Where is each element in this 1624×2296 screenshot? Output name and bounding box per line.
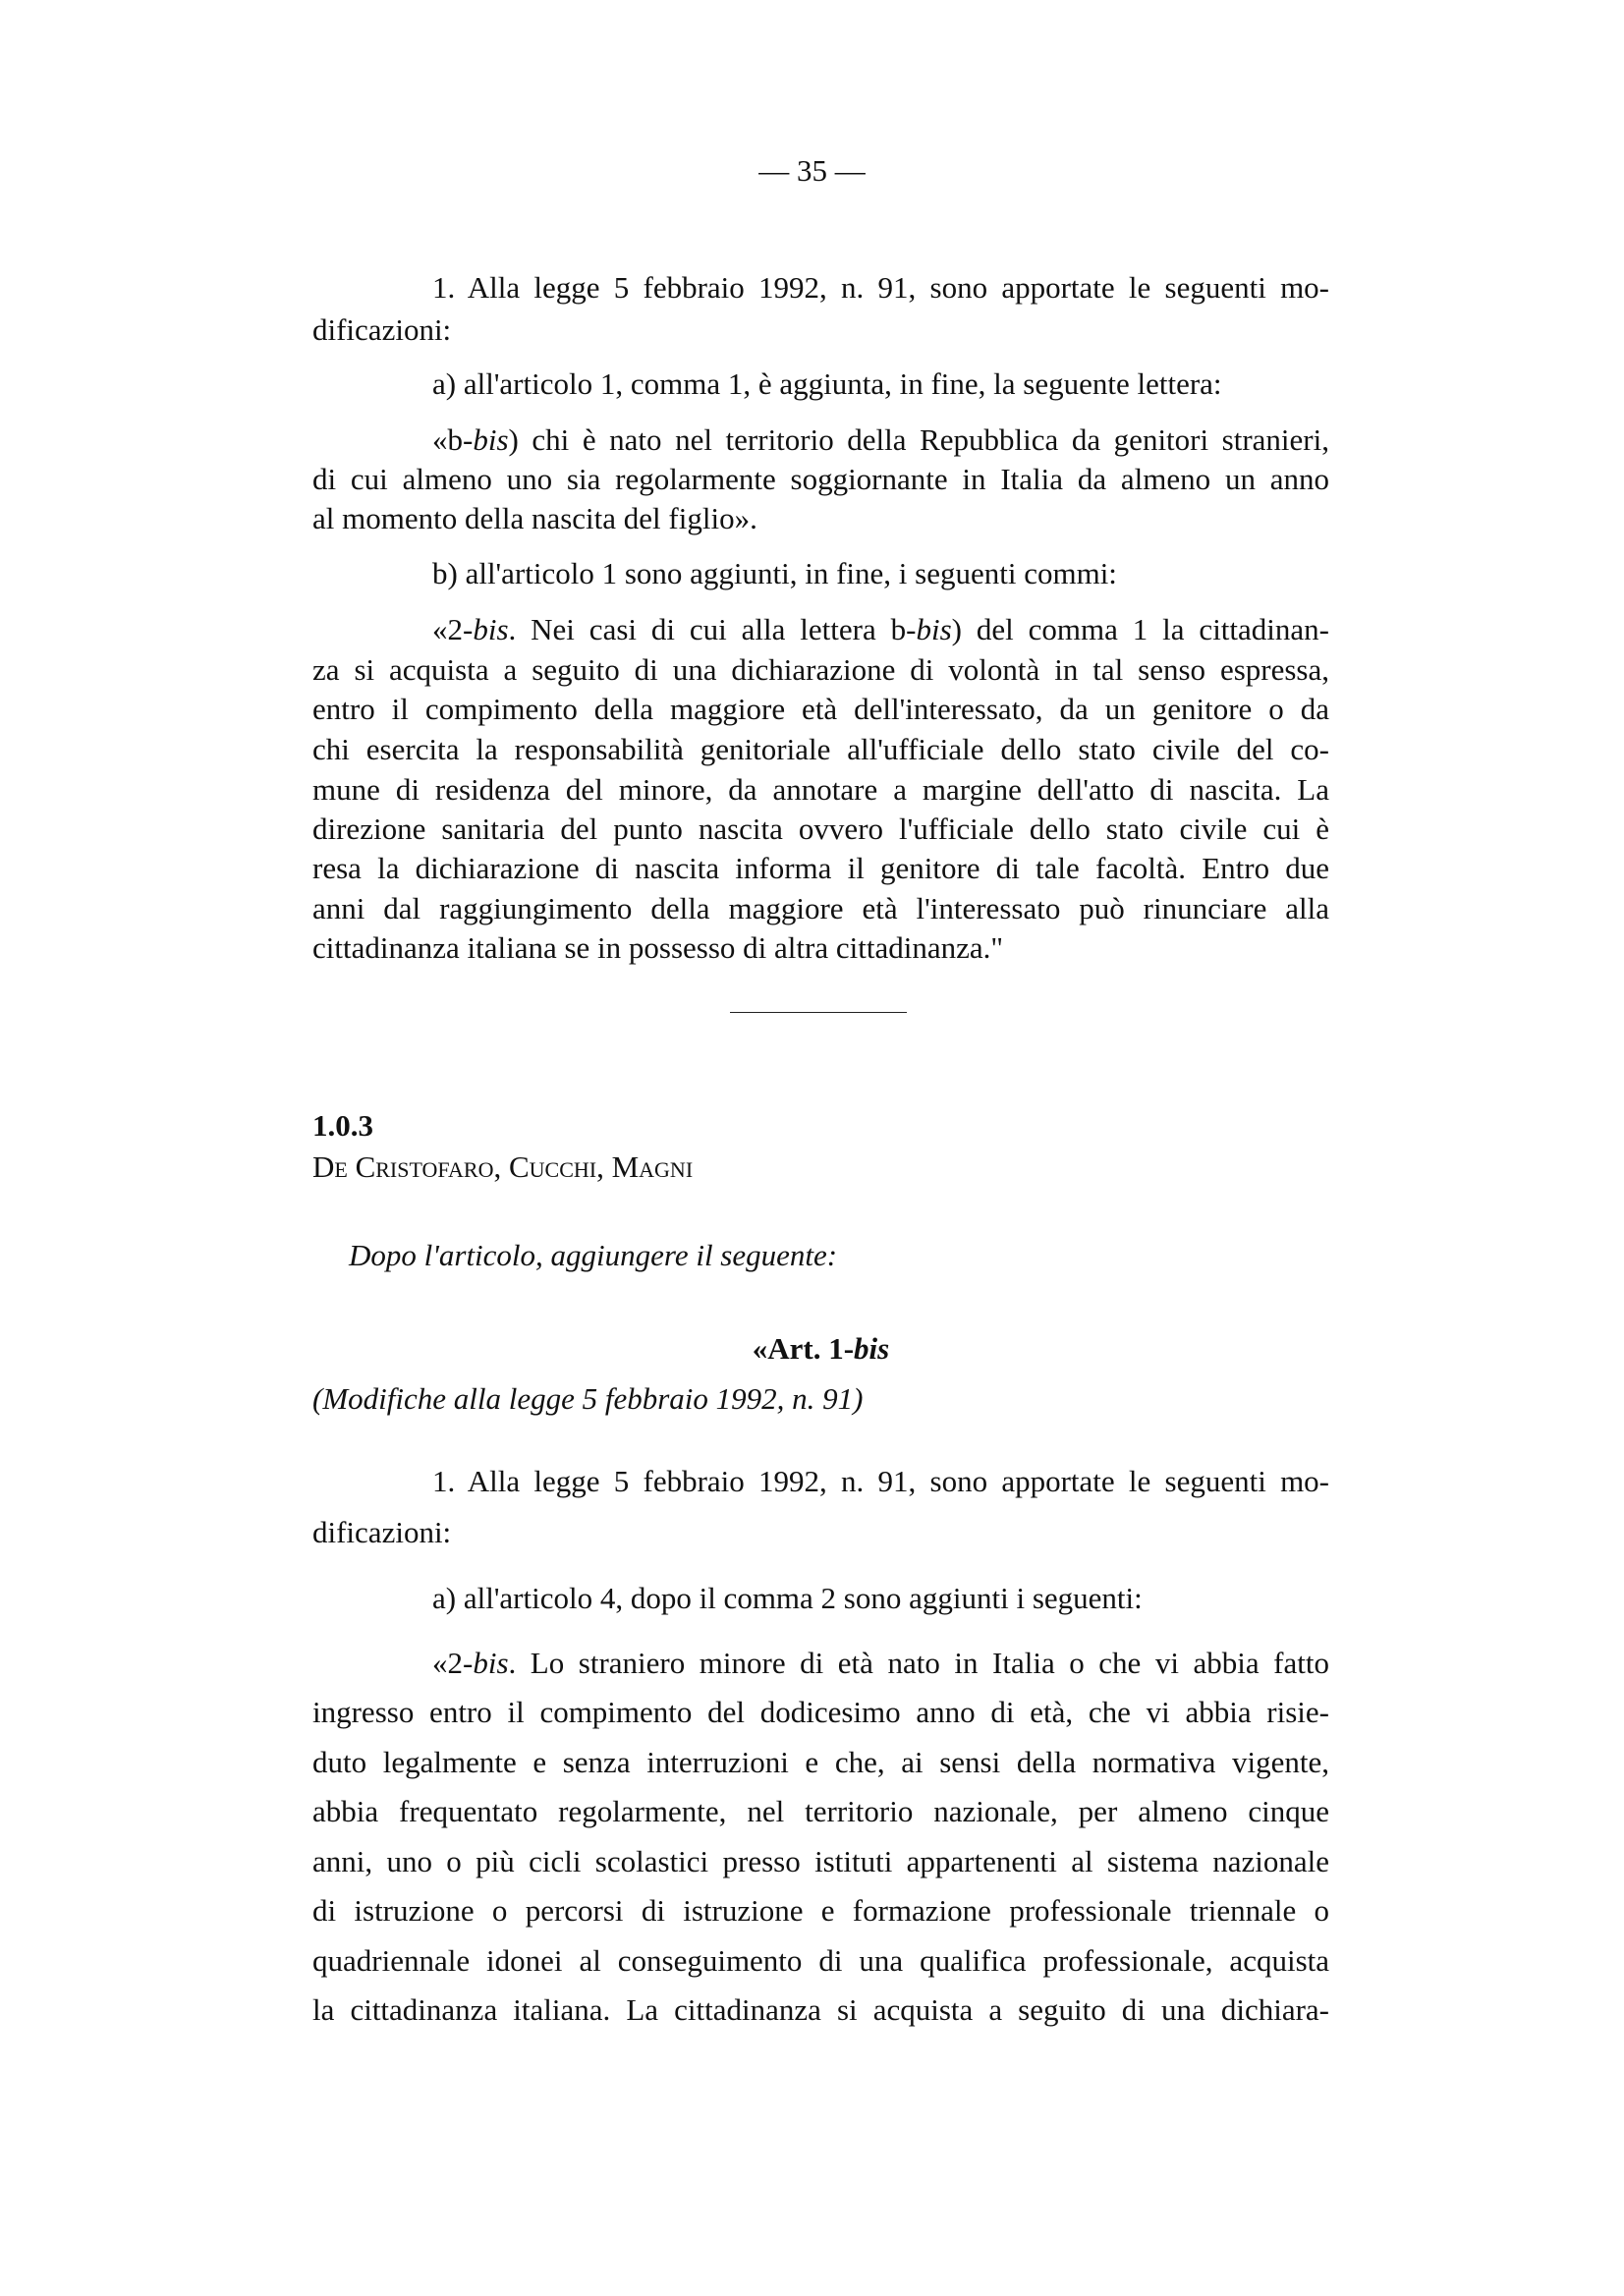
comma-line: quadriennale idonei al conseguimento di una qualifica professionale, acquista bbox=[312, 1943, 1329, 1978]
comma-line: direzione sanitaria del punto nascita ovvero l'ufficiale dello stato civile cui è bbox=[312, 812, 1329, 846]
article-title: «Art. 1-bis bbox=[752, 1331, 890, 1366]
comma-line: ingresso entro il compimento del dodicesimo anno di età, che vi abbia risie- bbox=[312, 1695, 1329, 1729]
comma-line: «2-bis. Nei casi di cui alla lettera b-bis) del comma 1 la cittadinan- bbox=[432, 612, 1329, 646]
comma-line: «2-bis. Lo straniero minore di età nato in Italia o che vi abbia fatto bbox=[432, 1646, 1329, 1680]
comma-line: abbia frequentato regolarmente, nel territorio nazionale, per almeno cinque bbox=[312, 1794, 1329, 1828]
comma-line: entro il compimento della maggiore età dell'interessato, da un genitore o da bbox=[312, 692, 1329, 726]
paragraph-line: 1. Alla legge 5 febbraio 1992, n. 91, sono apportate le seguenti mo- bbox=[432, 270, 1329, 305]
comma-line: la cittadinanza italiana. La cittadinanza si acquista a seguito di una dichiara- bbox=[312, 1992, 1329, 2027]
amendment-number: 1.0.3 bbox=[312, 1108, 373, 1143]
comma-line: cittadinanza italiana se in possesso di altra cittadinanza." bbox=[312, 930, 1004, 965]
comma-line: anni dal raggiungimento della maggiore età l'interessato può rinunciare alla bbox=[312, 891, 1329, 925]
paragraph-line: dificazioni: bbox=[312, 312, 452, 347]
list-item-a: a) all'articolo 1, comma 1, è aggiunta, in fine, la seguente lettera: bbox=[432, 366, 1222, 401]
page-number: — 35 — bbox=[758, 153, 866, 188]
list-item-a: a) all'articolo 4, dopo il comma 2 sono aggiunti i seguenti: bbox=[432, 1581, 1143, 1615]
paragraph-line: 1. Alla legge 5 febbraio 1992, n. 91, sono apportate le seguenti mo- bbox=[432, 1464, 1329, 1498]
section-divider bbox=[730, 1012, 907, 1013]
comma-line: anni, uno o più cicli scolastici presso istituti appartenenti al sistema nazionale bbox=[312, 1844, 1329, 1878]
quoted-letter-line: di cui almeno uno sia regolarmente soggiornante in Italia da almeno un anno bbox=[312, 462, 1329, 496]
list-item-b: b) all'articolo 1 sono aggiunti, in fine, i seguenti commi: bbox=[432, 556, 1117, 590]
amendment-instruction: Dopo l'articolo, aggiungere il seguente: bbox=[349, 1238, 838, 1272]
comma-line: mune di residenza del minore, da annotare a margine dell'atto di nascita. La bbox=[312, 772, 1329, 807]
comma-line: di istruzione o percorsi di istruzione e formazione professionale triennale o bbox=[312, 1893, 1329, 1928]
quoted-letter-line: «b-bis) chi è nato nel territorio della Repubblica da genitori stranieri, bbox=[432, 422, 1329, 457]
comma-line: za si acquista a seguito di una dichiarazione di volontà in tal senso espressa, bbox=[312, 652, 1329, 687]
comma-line: duto legalmente e senza interruzioni e che, ai sensi della normativa vigente, bbox=[312, 1745, 1329, 1779]
paragraph-line: dificazioni: bbox=[312, 1515, 452, 1549]
quoted-letter-line: al momento della nascita del figlio». bbox=[312, 501, 757, 535]
amendment-authors: De Cristofaro, Cucchi, Magni bbox=[312, 1149, 694, 1184]
comma-line: chi esercita la responsabilità genitoriale all'ufficiale dello stato civile del co- bbox=[312, 732, 1329, 766]
article-subtitle: (Modifiche alla legge 5 febbraio 1992, n. 91) bbox=[312, 1381, 864, 1416]
comma-line: resa la dichiarazione di nascita informa il genitore di tale facoltà. Entro due bbox=[312, 851, 1329, 885]
